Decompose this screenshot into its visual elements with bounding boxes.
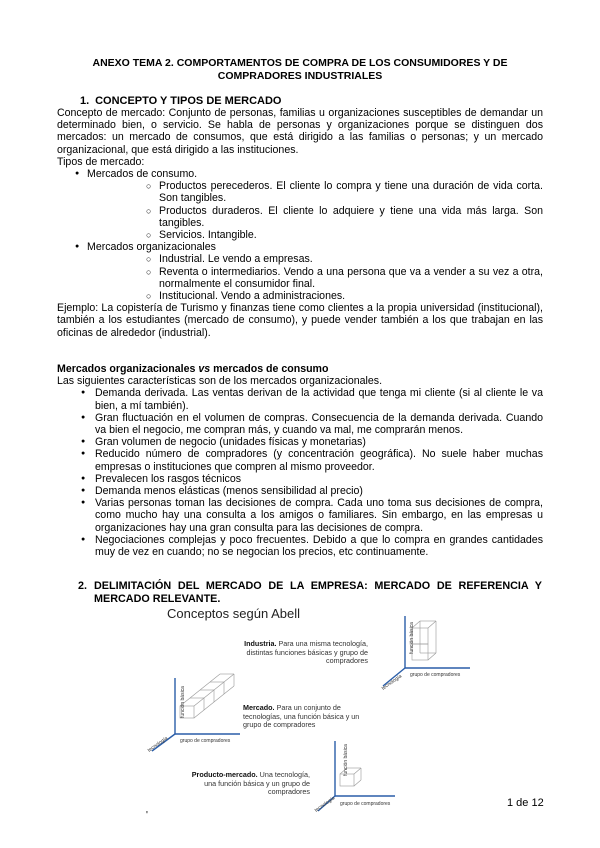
- list-item: ● Prevalecen los rasgos técnicos: [57, 473, 543, 485]
- caption-mercado: [243, 704, 368, 730]
- subheading-part-b: mercados de consumo: [213, 363, 329, 375]
- figure-title: Conceptos según Abell: [167, 606, 300, 621]
- example-paragraph: Ejemplo: La copistería de Turismo y finanzas tiene como clientes a la propia universidad (institucional), también a los estudiantes (mercado de consumo), y puede vender también a los que trabajan en las oficinas de alrededor (industrial).: [57, 302, 543, 339]
- caption-producto-text: Una tecnología, una función básica y un grupo de compradores: [204, 770, 310, 797]
- characteristics-list: [57, 387, 543, 558]
- caption-producto-bold: Producto-mercado.: [191, 770, 258, 779]
- axis-label-grupo-3: grupo de compradores: [340, 801, 391, 807]
- list-item: ○ Productos duraderos. El cliente lo adquiere y tiene una vida más larga. Son tangibles.: [87, 205, 543, 229]
- section-2-heading: [80, 580, 542, 605]
- document-title: ANEXO TEMA 2. COMPORTAMENTOS DE COMPRA DE LOS CONSUMIDORES Y DE COMPRADORES INDUSTRIALES: [92, 57, 508, 82]
- consumo-sublist: [87, 180, 543, 241]
- caption-industria-bold: Industria.: [244, 639, 277, 648]
- axis-label-tecnologia-1: tecnología: [380, 673, 404, 692]
- section-1-title: CONCEPTO Y TIPOS DE MERCADO: [95, 95, 282, 107]
- axis-label-grupo-1: grupo de compradores: [410, 672, 461, 678]
- list-item: ● Varias personas toman las decisiones de compra. Cada uno toma sus decisiones de compra, como mucho hay una consulta a los amigos o familiares. Sin embargo, en las empresas u organizaciones hay una gran consulta para las decisiones de compra.: [57, 497, 543, 534]
- axis-label-funcion-2: función básica: [180, 686, 186, 718]
- organizacionales-label: Mercados organizacionales: [87, 241, 216, 254]
- list-item: ● Negociaciones complejas y poco frecuentes. Debido a que lo compra en grandes cantidades muy de vez en cuando; no se negocian los precios, etc continuamente.: [57, 534, 543, 558]
- section-1-body: [57, 107, 543, 339]
- consumo-label: Mercados de consumo.: [87, 168, 198, 181]
- comparison-block: [57, 363, 543, 558]
- abell-concepts-figure: [140, 606, 470, 816]
- list-item: ● Gran volumen de negocio (unidades físicas y monetarias): [57, 436, 543, 448]
- caption-industria: [243, 640, 368, 666]
- caption-industria-text: Para una misma tecnología, distintas funciones básicas y grupo de compradores: [246, 639, 368, 666]
- market-types-list: [57, 168, 543, 302]
- caption-mercado-bold: Mercado.: [243, 703, 275, 712]
- section-2-title: DELIMITACIÓN DEL MERCADO DE LA EMPRESA: MERCADO DE REFERENCIA Y MERCADO RELEVANTE.: [94, 580, 542, 605]
- list-item: ○ Productos perecederos. El cliente lo compra y tiene una duración de vida corta. Son tangibles.: [87, 180, 543, 204]
- list-item: ● Demanda menos elásticas (menos sensibilidad al precio): [57, 485, 543, 497]
- list-item: ● Gran fluctuación en el volumen de compras. Consecuencia de la demanda derivada. Cuando va bien el negocio, me compran más, y cuando va mal, me comprarán menos.: [57, 412, 543, 436]
- list-item: ○ Industrial. Le vendo a empresas.: [87, 253, 543, 265]
- axis-label-tecnologia-2: tecnología: [146, 735, 170, 754]
- section-1-heading: [80, 95, 281, 107]
- list-item: [57, 168, 543, 241]
- subheading-vs: vs: [198, 363, 211, 375]
- section-1-number: 1.: [80, 95, 90, 107]
- list-item: ○ Institucional. Vendo a administraciones.: [87, 290, 543, 302]
- list-item: ○ Servicios. Intangible.: [87, 229, 543, 241]
- axis-label-funcion-1: función básica: [409, 622, 415, 654]
- list-item: ● Reducido número de compradores (y concentración geográfica). No suele haber muchas empresas o instituciones que compren al mismo proveedor.: [57, 448, 543, 472]
- list-item: ● Demanda derivada. Las ventas derivan de la actividad que tenga mi cliente (si al cliente le va bien, a mí también).: [57, 387, 543, 411]
- cube-mercado: [180, 674, 234, 718]
- list-item: [57, 241, 543, 302]
- section-2-number: 2.: [78, 580, 88, 592]
- cube-industria: [412, 621, 436, 660]
- characteristics-intro: Las siguientes características son de los mercados organizacionales.: [57, 375, 383, 388]
- types-label: Tipos de mercado:: [57, 155, 145, 168]
- axis-label-funcion-3: función básica: [343, 744, 349, 776]
- organizacionales-sublist: [87, 253, 543, 302]
- caption-producto: [185, 771, 310, 797]
- axis-label-grupo-2: grupo de compradores: [180, 738, 231, 744]
- list-item: ○ Reventa o intermediarios. Vendo a una persona que va a vender a su vez a otra, normalmente el consumidor final.: [87, 266, 543, 290]
- page-number: 1 de 12: [507, 797, 544, 809]
- footer-mark: ': [146, 810, 148, 821]
- caption-mercado-text: Para un conjunto de tecnologías, una función básica y un grupo de compradores: [243, 703, 360, 730]
- comparison-subheading: [57, 363, 543, 375]
- subheading-part-a: Mercados organizacionales: [57, 363, 196, 375]
- concept-paragraph: Concepto de mercado: Conjunto de personas, familias u organizaciones susceptibles de demandar un determinado bien, o servicio. Se habla de personas y organizaciones porque se distinguen dos mercados: un mercado de consumos, que está dirigido a las familias o personas; y un mercado organizacional, que está dirigido a las instituciones.: [57, 107, 543, 156]
- axis-label-tecnologia-3: tecnología: [313, 795, 337, 814]
